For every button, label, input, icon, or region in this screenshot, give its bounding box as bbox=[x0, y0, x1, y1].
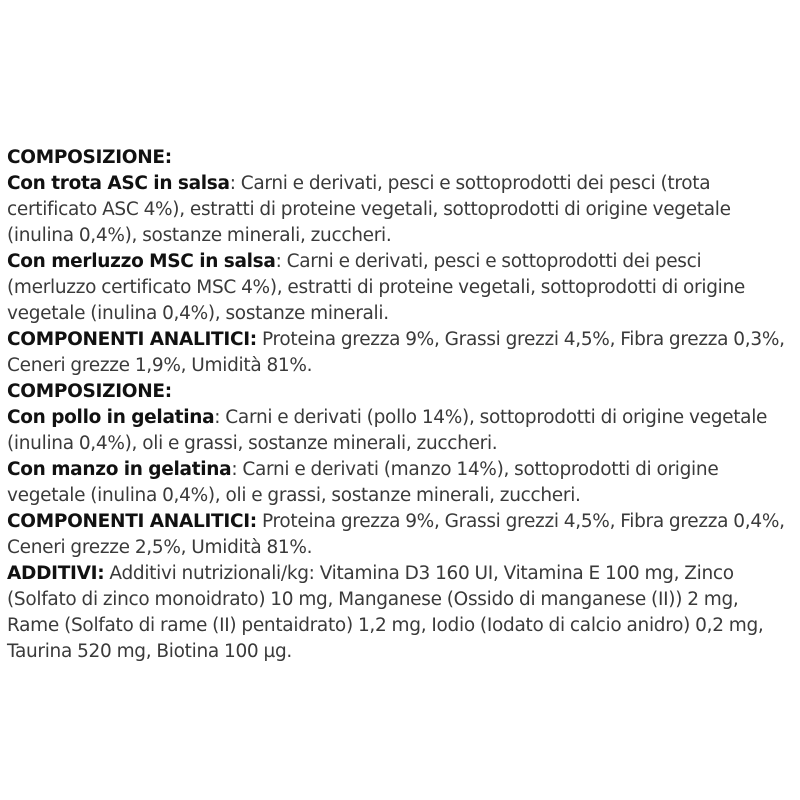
additives bbox=[7, 561, 787, 665]
analytical-constituents-2 bbox=[7, 509, 787, 561]
heading-text: COMPOSIZIONE: bbox=[7, 381, 172, 402]
composition-heading-1 bbox=[7, 145, 787, 171]
variant-name: Con pollo in gelatina bbox=[7, 407, 215, 428]
analytics-label: COMPONENTI ANALITICI: bbox=[7, 329, 257, 350]
variant-trout bbox=[7, 171, 787, 249]
variant-chicken bbox=[7, 405, 787, 457]
variant-ingredients: : Carni e derivati (pollo 14%), sottoprodotti di origine vegetale (inulina 0,4%), oli e grassi, sostanze minerali, zuccheri. bbox=[7, 407, 768, 454]
analytics-values: Proteina grezza 9%, Grassi grezzi 4,5%, Fibra grezza 0,3%, Ceneri grezze 1,9%, Umidità 81%. bbox=[7, 329, 785, 376]
variant-name: Con merluzzo MSC in salsa bbox=[7, 251, 276, 272]
composition-heading-2 bbox=[7, 379, 787, 405]
heading-text: COMPOSIZIONE: bbox=[7, 147, 172, 168]
variant-name: Con trota ASC in salsa bbox=[7, 173, 230, 194]
analytics-values: Proteina grezza 9%, Grassi grezzi 4,5%, Fibra grezza 0,4%, Ceneri grezze 2,5%, Umidità 81%. bbox=[7, 511, 785, 558]
variant-beef bbox=[7, 457, 787, 509]
analytical-constituents-1 bbox=[7, 327, 787, 379]
variant-ingredients: : Carni e derivati (manzo 14%), sottoprodotti di origine vegetale (inulina 0,4%), oli e grassi, sostanze minerali, zuccheri. bbox=[7, 459, 719, 506]
variant-ingredients: : Carni e derivati, pesci e sottoprodotti dei pesci (merluzzo certificato MSC 4%), estratti di proteine vegetali, sottoprodotti di origine vegetale (inulina 0,4%), sostanze minerali. bbox=[7, 251, 745, 324]
additives-label: ADDITIVI: bbox=[7, 563, 105, 584]
additives-values: Additivi nutrizionali/kg: Vitamina D3 160 UI, Vitamina E 100 mg, Zinco (Solfato di zinco monoidrato) 10 mg, Manganese (Ossido di manganese (II)) 2 mg, Rame (Solfato di rame (II) pentaidrato) 1,2 mg, Iodio (Iodato di calcio anidro) 0,2 mg, Taurina 520 mg, Biotina 100 µg. bbox=[7, 563, 764, 662]
variant-ingredients: : Carni e derivati, pesci e sottoprodotti dei pesci (trota certificato ASC 4%), estratti di proteine vegetali, sottoprodotti di origine vegetale (inulina 0,4%), sostanze minerali, zuccheri. bbox=[7, 173, 731, 246]
product-label-text bbox=[7, 145, 787, 665]
analytics-label: COMPONENTI ANALITICI: bbox=[7, 511, 257, 532]
variant-name: Con manzo in gelatina bbox=[7, 459, 232, 480]
variant-cod bbox=[7, 249, 787, 327]
